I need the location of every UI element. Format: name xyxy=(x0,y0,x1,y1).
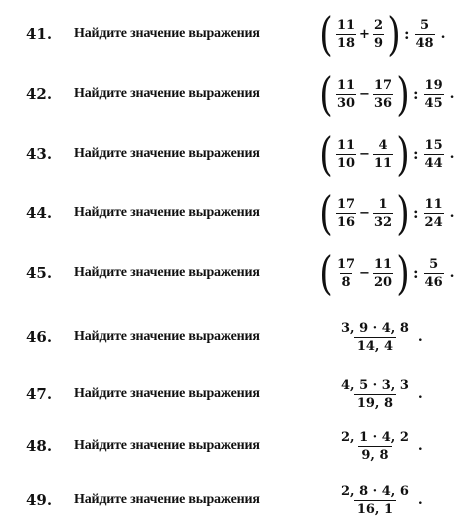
fraction: $\frac{17}{8}$ xyxy=(336,256,356,290)
division-sign: : xyxy=(413,85,419,103)
fraction: $\frac{4}{11}$ xyxy=(373,137,393,171)
problem-number: 42. xyxy=(26,85,53,103)
right-paren: ) xyxy=(396,246,410,300)
problem-number: 48. xyxy=(26,437,53,455)
period: . xyxy=(449,146,455,162)
fraction: $\frac{2, 1 \cdot 4, 2}{9, 8}$ xyxy=(341,429,409,463)
problem-text: Найдите значение выражения xyxy=(74,492,260,507)
period: . xyxy=(417,438,423,454)
expression xyxy=(318,7,446,61)
division-sign: : xyxy=(413,264,419,282)
problem-43 xyxy=(0,126,474,182)
period: . xyxy=(417,329,423,345)
period: . xyxy=(449,265,455,281)
operator: − xyxy=(359,146,370,162)
problem-number: 46. xyxy=(26,328,53,346)
division-sign: : xyxy=(413,145,419,163)
expression xyxy=(336,485,423,516)
expression xyxy=(336,379,423,410)
division-sign: : xyxy=(413,204,419,222)
period: . xyxy=(449,205,455,221)
problem-47 xyxy=(0,366,474,422)
fraction: $\frac{5}{48}$ xyxy=(415,17,434,51)
problem-text: Найдите значение выражения xyxy=(74,386,260,401)
expression xyxy=(318,127,455,181)
operator: − xyxy=(359,205,370,221)
operator: + xyxy=(359,26,370,42)
problem-text: Найдите значение выражения xyxy=(74,205,260,220)
fraction: $\frac{4, 5 \cdot 3, 3}{19, 8}$ xyxy=(341,377,409,411)
period: . xyxy=(449,86,455,102)
left-paren: ( xyxy=(319,67,333,121)
problem-text: Найдите значение выражения xyxy=(74,146,260,161)
problem-46 xyxy=(0,309,474,365)
problem-44 xyxy=(0,185,474,241)
problem-number: 43. xyxy=(26,145,53,163)
period: . xyxy=(440,26,446,42)
period: . xyxy=(417,492,423,508)
expression xyxy=(318,246,455,300)
problem-41 xyxy=(0,6,474,62)
right-paren: ) xyxy=(396,67,410,121)
problem-text: Найдите значение выражения xyxy=(74,86,260,101)
fraction: $\frac{19}{45}$ xyxy=(424,77,443,111)
problem-45 xyxy=(0,245,474,301)
left-paren: ( xyxy=(319,246,333,300)
period: . xyxy=(417,386,423,402)
problem-text: Найдите значение выражения xyxy=(74,438,260,453)
left-paren: ( xyxy=(319,7,333,61)
fraction: $\frac{11}{10}$ xyxy=(336,137,356,171)
right-paren: ) xyxy=(387,7,401,61)
fraction: $\frac{3, 9 \cdot 4, 8}{14, 4}$ xyxy=(341,320,409,354)
fraction: $\frac{11}{24}$ xyxy=(424,196,443,230)
problem-42 xyxy=(0,66,474,122)
fraction: $\frac{2}{9}$ xyxy=(373,17,383,51)
operator: − xyxy=(359,265,370,281)
fraction: $\frac{17}{36}$ xyxy=(373,77,393,111)
fraction: $\frac{11}{30}$ xyxy=(336,77,356,111)
problem-number: 41. xyxy=(26,25,53,43)
fraction: $\frac{15}{44}$ xyxy=(424,137,443,171)
problem-number: 45. xyxy=(26,264,53,282)
left-paren: ( xyxy=(319,127,333,181)
problem-48 xyxy=(0,418,474,474)
fraction: $\frac{11}{20}$ xyxy=(373,256,393,290)
operator: − xyxy=(359,86,370,102)
problem-text: Найдите значение выражения xyxy=(74,265,260,280)
fraction: $\frac{5}{46}$ xyxy=(424,256,443,290)
problem-number: 49. xyxy=(26,491,53,509)
expression xyxy=(318,186,455,240)
right-paren: ) xyxy=(396,127,410,181)
expression xyxy=(318,67,455,121)
fraction: $\frac{2, 8 \cdot 4, 6}{16, 1}$ xyxy=(341,483,409,517)
division-sign: : xyxy=(403,25,410,43)
problem-text: Найдите значение выражения xyxy=(74,329,260,344)
fraction: $\frac{11}{18}$ xyxy=(336,17,356,51)
fraction: $\frac{17}{16}$ xyxy=(336,196,356,230)
fraction: $\frac{1}{32}$ xyxy=(373,196,393,230)
problem-number: 44. xyxy=(26,204,53,222)
expression xyxy=(336,322,423,353)
right-paren: ) xyxy=(396,186,410,240)
problem-49 xyxy=(0,472,474,528)
problem-text: Найдите значение выражения xyxy=(74,26,260,41)
expression xyxy=(336,431,423,462)
left-paren: ( xyxy=(319,186,333,240)
problem-number: 47. xyxy=(26,385,53,403)
